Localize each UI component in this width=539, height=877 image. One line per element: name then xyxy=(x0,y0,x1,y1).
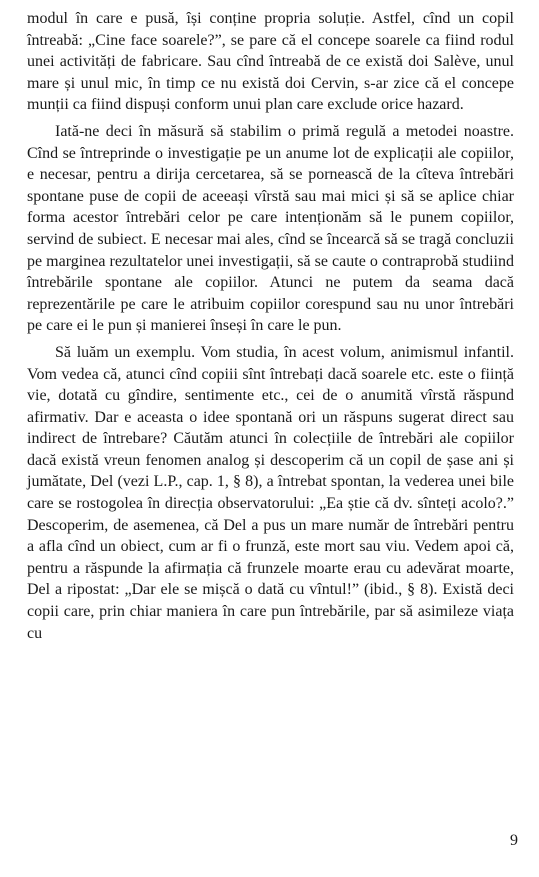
paragraph-2: Iată-ne deci în măsură să stabilim o primă regulă a metodei noastre. Cînd se întreprinde o investigație pe un anume lot de explicații ale copiilor, e necesar, pentru a dirija cercetarea, să se pornească de la cîteva întrebări spontane puse de copii de aceeași vîrstă sau mai mici și să se aplice chiar forma acestor întrebări celor pe care intenționăm să le punem copiilor, servind de subiect. E necesar mai ales, cînd se încearcă să se tragă concluzii pe marginea rezultatelor unei investigații, să se caute o contraprobă studiind întrebările spontane ale copiilor. Atunci ne putem da seama dacă reprezentările pe care le atribuim copiilor corespund sau nu unor întrebări pe care ei le pun și manierei înseși în care le pun. xyxy=(27,122,514,335)
body-text xyxy=(27,8,514,644)
paragraph-1: modul în care e pusă, își conține propria soluție. Astfel, cînd un copil întreabă: „Cine face soarele?”, se pare că el concepe soarele ca fiind rodul unei activități de fabricare. Sau cînd întreabă de ce există doi Salève, unul mare și unul mic, în timp ce nu există doi Cervin, s-ar zice că el concepe munții ca fiind dispuși conform unui plan care exclude orice hazard. xyxy=(27,10,514,114)
paragraph-3: Să luăm un exemplu. Vom studia, în acest volum, animismul infantil. Vom vedea că, atunci cînd copiii sînt întrebați dacă soarele etc. este o ființă vie, dotată cu gîndire, sentimente etc., cei de o anumită vîrstă răspund afirmativ. Dar e aceasta o idee spontană ori un răspuns sugerat direct sau indirect de întrebare? Căutăm atunci în colecțiile de întrebări ale copiilor dacă există vreun fenomen analog și descoperim că un copil de șase ani și jumătate, Del (vezi L.P., cap. 1, § 8), a întrebat spontan, la vederea unei bile care se rostogolea în direcția observatorului: „Ea știe că dv. sînteți acolo?.” Descoperim, de asemenea, că Del a pus un mare număr de întrebări pentru a afla cînd un obiect, cum ar fi o frunză, este mort sau viu. Vedem apoi că, pentru a răspunde la afirmația că frunzele moarte erau cu adevărat moarte, Del a ripostat: „Dar ele se mișcă o dată cu vîntul!” (ibid., § 8). Există deci copii care, prin chiar maniera în care pun întrebările, par să asimileze viața cu xyxy=(27,343,514,642)
page-number: 9 xyxy=(510,832,518,849)
